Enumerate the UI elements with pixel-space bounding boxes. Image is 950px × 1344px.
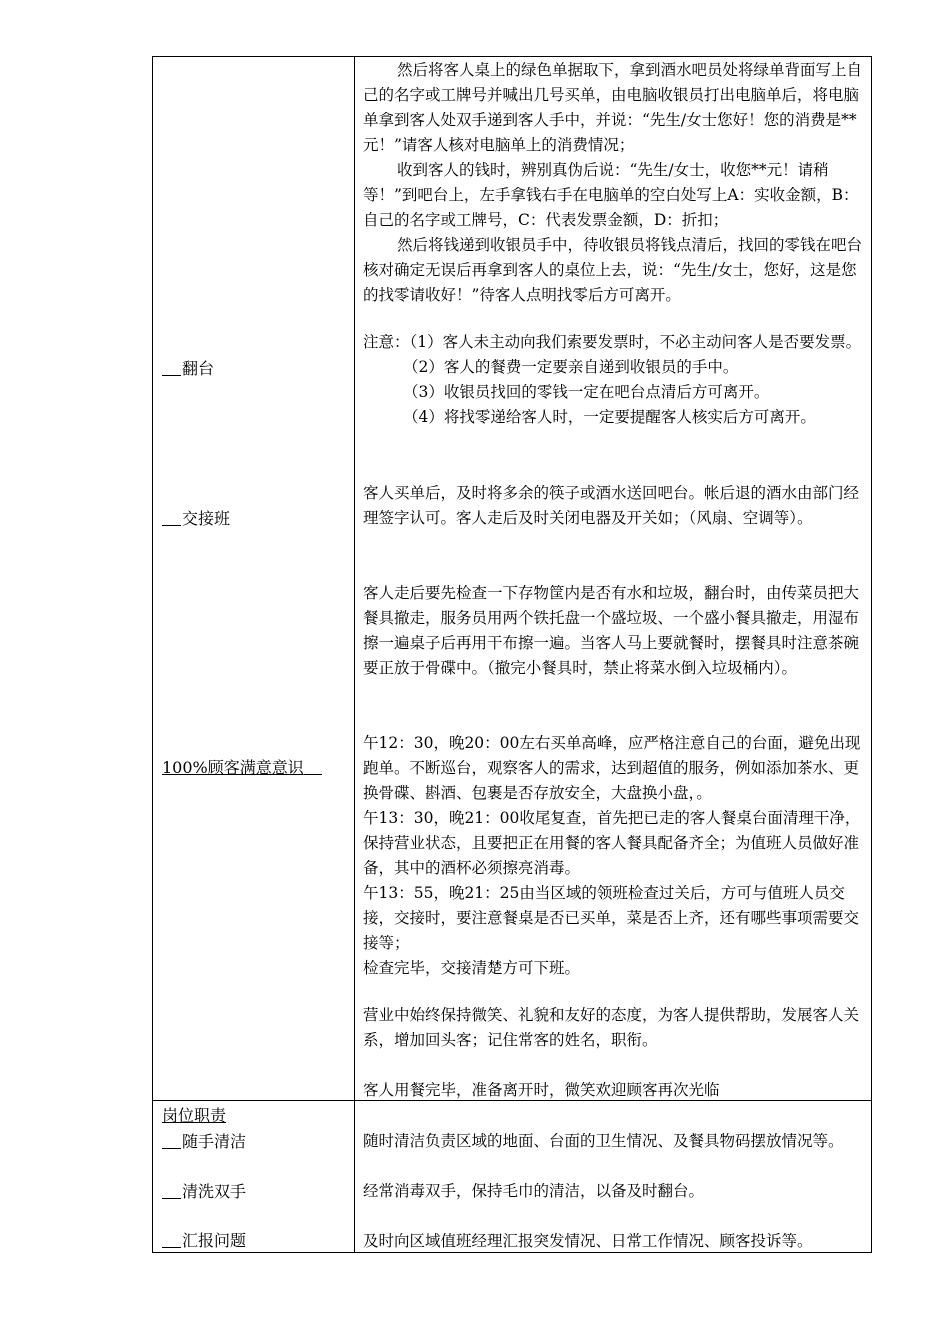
label-blank-line [162, 1231, 181, 1248]
checkout-para-3: 然后将钱递到收银员手中，待收银员将钱点清后，找回的零钱在吧台核对确定无误后再拿到客人的桌位上去，说：“先生/女士，您好，这是您的找零请收好！”待客人点明找零后方可离开。 [363, 236, 863, 304]
satisfaction-para: 营业中始终保持微笑、礼貌和友好的态度，为客人提供帮助，发展客人关系，增加回头客；记住常客的姓名，职衔。 [363, 1006, 860, 1049]
label-blank-line [162, 509, 181, 526]
label-fantai-text: 翻台 [182, 359, 215, 378]
farewell-text [363, 1078, 863, 1103]
label-satisfaction [162, 756, 322, 780]
column-divider [354, 56, 355, 1253]
duty-desc-report-text: 及时向区域值班经理汇报突发情况、日常工作情况、顾客投诉等。 [363, 1232, 813, 1250]
note-4: （4）将找零递给客人时，一定要提醒客人核实后方可离开。 [403, 408, 816, 426]
duty-label-wash [162, 1180, 246, 1204]
label-jiaojieban [162, 507, 230, 531]
checkout-notes [363, 330, 863, 430]
label-trailing-line [304, 758, 322, 775]
shift-para-3: 午13：55，晚21：25由当区域的领班检查过关后，方可与值班人员交接，交接时，要注意餐桌是否已买单，菜是否上齐，还有哪些事项需要交接等； [363, 884, 860, 952]
label-blank-line [162, 1132, 181, 1149]
table-turnover-text [363, 581, 863, 681]
duty-desc-clean-text: 随时清洁负责区域的地面、台面的卫生情况、及餐具物码摆放情况等。 [363, 1132, 844, 1150]
farewell-para: 客人用餐完毕，准备离开时，微笑欢迎顾客再次光临 [363, 1081, 720, 1099]
checkout-para-2: 收到客人的钱时，辨别真伪后说：“先生/女士，收您**元！请稍等！”到吧台上，左手拿钱右手在电脑单的空白处写上A：实收金额，B：自己的名字或工牌号，C：代表发票金额，D：折扣； [363, 161, 859, 229]
duty-label-report-text: 汇报问题 [182, 1231, 247, 1250]
note-1: 注意：（1）客人未主动向我们索要发票时，不必主动问客人是否要发票。 [363, 333, 862, 351]
duty-label-clean-text: 随手清洁 [182, 1132, 247, 1151]
after-checkout-text [363, 481, 863, 531]
label-blank-line [162, 1182, 181, 1199]
after-checkout-para: 客人买单后，及时将多余的筷子或酒水送回吧台。帐后退的酒水由部门经理签字认可。客人走后及时关闭电器及开关如；（风扇、空调等）。 [363, 484, 860, 527]
label-fantai [162, 357, 214, 381]
label-jiaojieban-text: 交接班 [182, 509, 231, 528]
checkout-procedure [363, 58, 863, 308]
label-satisfaction-text: 100%顾客满意意识 [162, 758, 304, 777]
satisfaction-text [363, 1003, 863, 1053]
checkout-para-1: 然后将客人桌上的绿色单据取下，拿到酒水吧员处将绿单背面写上自己的名字或工牌号并喊出几号买单，由电脑收银员打出电脑单后，将电脑单拿到客人处双手递到客人手中，并说：“先生/女士您好！您的消费是**元！”请客人核对电脑单上的消费情况； [363, 61, 863, 154]
duty-label-wash-text: 清洗双手 [182, 1182, 247, 1201]
shift-para-2: 午13：30，晚21：00收尾复查，首先把已走的客人餐桌台面清理干净，保持营业状态，且要把正在用餐的客人餐具配备齐全；为值班人员做好准备，其中的酒杯必须擦亮消毒。 [363, 809, 861, 877]
duty-desc-clean [363, 1129, 863, 1154]
duty-desc-wash [363, 1179, 863, 1204]
note-2: （2）客人的餐费一定要亲自递到收银员的手中。 [403, 358, 739, 376]
shift-handover-text [363, 731, 863, 981]
label-blank-line [162, 359, 181, 376]
note-3: （3）收银员找回的零钱一定在吧台点清后方可离开。 [403, 383, 770, 401]
shift-para-1: 午12：30，晚20：00左右买单高峰，应严格注意自己的台面，避免出现跑单。不断巡台，观察客人的需求，达到超值的服务，例如添加茶水、更换骨碟、斟酒、包裹是否存放安全，大盘换小盘，。 [363, 734, 861, 802]
duties-heading: 岗位职责 [162, 1106, 227, 1125]
duty-desc-report [363, 1229, 863, 1254]
duty-label-report [162, 1229, 246, 1253]
duty-desc-wash-text: 经常消毒双手，保持毛巾的清洁，以备及时翻台。 [363, 1182, 705, 1200]
table-turnover-para: 客人走后要先检查一下存物筐内是否有水和垃圾，翻台时，由传菜员把大餐具撤走，服务员用两个铁托盘一个盛垃圾、一个盛小餐具撤走，用湿布擦一遍桌子后再用干布擦一遍。当客人马上要就餐时，摆餐具时注意茶碗要正放于骨碟中。（撤完小餐具时，禁止将菜水倒入垃圾桶内）。 [363, 584, 860, 677]
shift-para-4: 检查完毕，交接清楚方可下班。 [363, 959, 581, 977]
duty-label-clean [162, 1130, 246, 1154]
